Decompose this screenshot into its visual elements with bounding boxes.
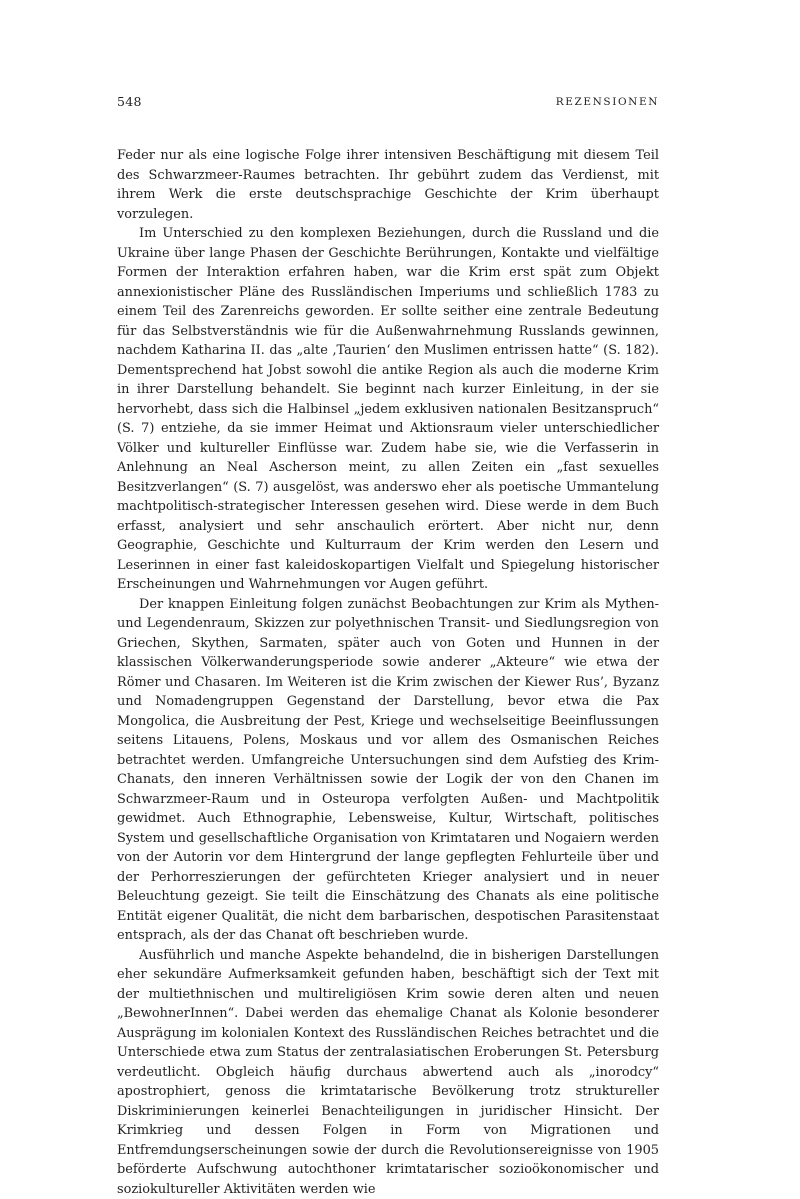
paragraph-3: Der knappen Einleitung folgen zunächst Beobachtungen zur Krim als Mythen- und Legendenraum, Skizzen zur polyethnischen Transit- und Siedlungsregion von Griechen, Skythen, Sarmaten, später auch von Goten und Hunnen in der klassischen Völkerwanderungsperiode sowie anderer „Akteure“ wie etwa der Römer und Chasaren. Im Weiteren ist die Krim zwischen der Kiewer Rus’, Byzanz und Nomadengruppen Gegenstand der Darstellung, bevor etwa die Pax Mongolica, die Ausbreitung der Pest, Kriege und wechselseitige Beeinflussungen seitens Litauens, Polens, Moskaus und vor allem des Osmanischen Reiches betrachtet werden. Umfangreiche Untersuchungen sind dem Aufstieg des Krim-Chanats, den inneren Verhältnissen sowie der Logik der von den Chanen im Schwarzmeer-Raum und in Osteuropa verfolgten Außen- und Machtpolitik gewidmet. Auch Ethnographie, Lebensweise, Kultur, Wirtschaft, politisches System und gesellschaftliche Organisation von Krimtataren und Nogaiern werden von der Autorin vor dem Hintergrund der lange gepflegten Fehlurteile über und der Perhorreszierungen der gefürchteten Krieger analysiert und in neuer Beleuchtung gezeigt. Sie teilt die Einschätzung des Chanats als eine politische Entität eigener Qualität, die nicht dem barbarischen, despotischen Parasitenstaat entsprach, als der das Chanat oft beschrieben wurde. [117,595,659,946]
paragraph-4: Ausführlich und manche Aspekte behandelnd, die in bisherigen Darstellungen eher sekundäre Aufmerksamkeit gefunden haben, beschäftigt sich der Text mit der multiethnischen und multireligiösen Krim sowie deren alten und neuen „BewohnerInnen“. Dabei werden das ehemalige Chanat als Kolonie besonderer Ausprägung im kolonialen Kontext des Russländischen Reiches betrachtet und die Unterschiede etwa zum Status der zentralasiatischen Eroberungen St. Petersburg verdeutlicht. Obgleich häufig durchaus abwertend auch als „inorodcy“ apostrophiert, genoss die krimtatarische Bevölkerung trotz struktureller Diskriminierungen keinerlei Benachteiligungen in juridischer Hinsicht. Der Krimkrieg und dessen Folgen in Form von Migrationen und Entfremdungserscheinungen sowie der durch die Revolutionsereignisse von 1905 beförderte Aufschwung autochthoner krimtatarischer sozioökonomischer und soziokultureller Aktivitäten werden wie [117,946,659,1199]
running-head: REZENSIONEN [556,96,659,108]
body-text [117,146,659,1199]
paragraph-2: Im Unterschied zu den komplexen Beziehungen, durch die Russland und die Ukraine über lange Phasen der Geschichte Berührungen, Kontakte und vielfältige Formen der Interaktion erfahren haben, war die Krim erst spät zum Objekt annexionistischer Pläne des Russländischen Imperiums und schließlich 1783 zu einem Teil des Zarenreichs geworden. Er sollte seither eine zentrale Bedeutung für das Selbstverständnis wie für die Außenwahrnehmung Russlands gewinnen, nachdem Katharina II. das „alte ‚Taurien‘ den Muslimen entrissen hatte“ (S. 182). Dementsprechend hat Jobst sowohl die antike Region als auch die moderne Krim in ihrer Darstellung behandelt. Sie beginnt nach kurzer Einleitung, in der sie hervorhebt, dass sich die Halbinsel „jedem exklusiven nationalen Besitzanspruch“ (S. 7) entziehe, da sie immer Heimat und Aktionsraum vieler unterschiedlicher Völker und kultureller Einflüsse war. Zudem habe sie, wie die Verfasserin in Anlehnung an Neal Ascherson meint, zu allen Zeiten ein „fast sexuelles Besitzverlangen“ (S. 7) ausgelöst, was anderswo eher als poetische Ummantelung machtpolitisch-strategischer Interessen gesehen wird. Diese werde in dem Buch erfasst, analysiert und sehr anschaulich erörtert. Aber nicht nur, denn Geographie, Geschichte und Kulturraum der Krim werden den Lesern und Leserinnen in einer fast kaleidoskopartigen Vielfalt und Spiegelung historischer Erscheinungen und Wahrnehmungen vor Augen geführt. [117,224,659,595]
paragraph-1: Feder nur als eine logische Folge ihrer intensiven Beschäftigung mit diesem Teil des Schwarzmeer-Raumes betrachten. Ihr gebührt zudem das Verdienst, mit ihrem Werk die erste deutschsprachige Geschichte der Krim überhaupt vorzulegen. [117,146,659,224]
page-number: 548 [117,94,142,109]
